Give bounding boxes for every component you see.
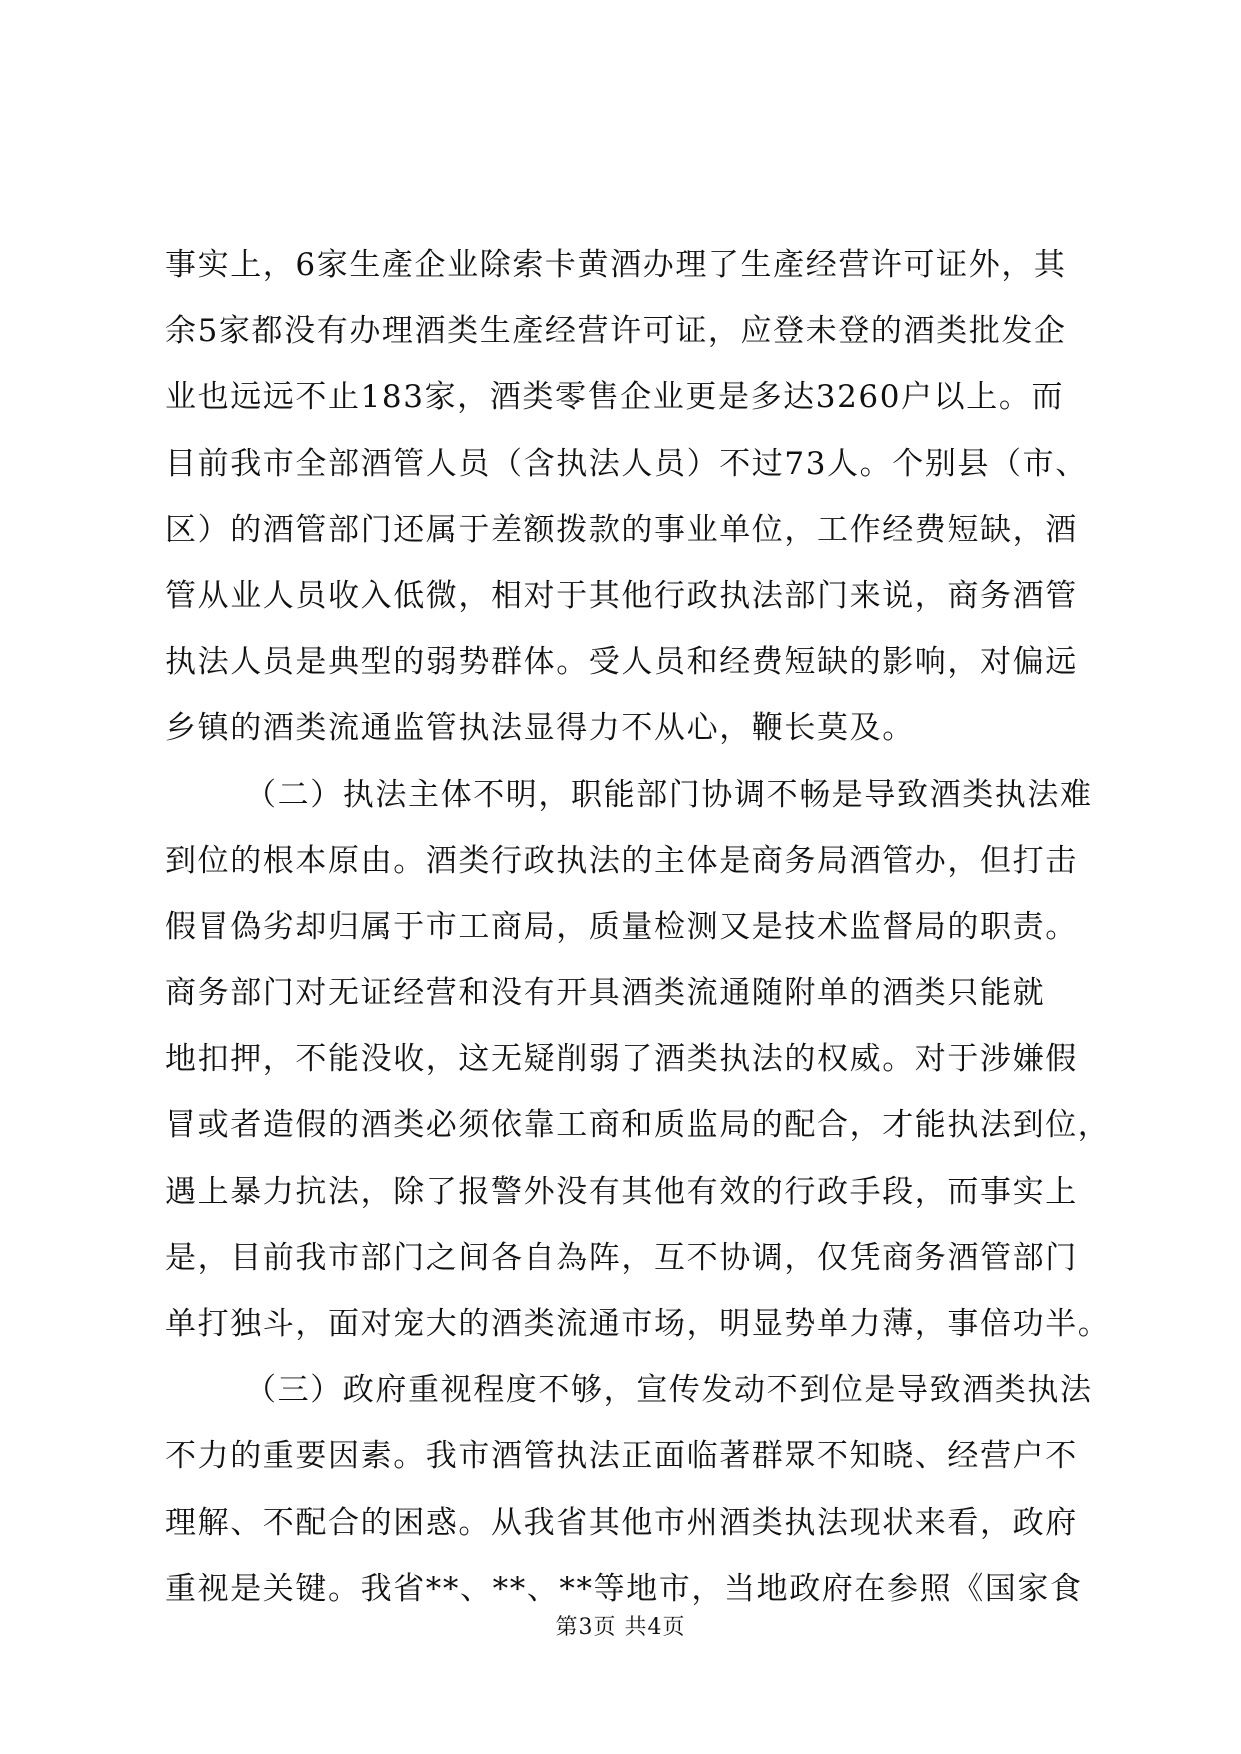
text-line: 目前我市全部酒管人员（含执法人员）不过73人。个别县（市、 (165, 445, 1088, 482)
text-line: 理解、不配合的困惑。从我省其他市州酒类执法现状来看，政府 (165, 1504, 1078, 1541)
text-line: 事实上，6家生產企业除索卡黄酒办理了生產经营许可证外，其 (165, 247, 1067, 283)
text-line: 不力的重要因素。我市酒管执法正面临著群眾不知晓、经营户不 (165, 1438, 1078, 1475)
text-line: 管从业人员收入低微，相对于其他行政执法部门来说，商务酒管 (165, 577, 1078, 614)
text-line: 地扣押，不能没收，这无疑削弱了酒类执法的权威。对于涉嫌假 (165, 1041, 1078, 1078)
text-line: 余5家都没有办理酒类生產经营许可证，应登未登的酒类批发企 (165, 313, 1067, 350)
text-line: 假冒偽劣却归属于市工商局，质量检测又是技术监督局的职责。 (165, 908, 1078, 945)
document-body (165, 232, 1111, 1622)
text-line: 区）的酒管部门还属于差额拨款的事业单位，工作经费短缺，酒 (165, 511, 1078, 548)
text-line: 乡镇的酒类流通监管执法显得力不从心，鞭长莫及。 (165, 710, 915, 747)
text-line: 冒或者造假的酒类必须依靠工商和质监局的配合，才能执法到位， (165, 1107, 1111, 1144)
text-line: 执法人员是典型的弱势群体。受人员和经费短缺的影响，对偏远 (165, 644, 1078, 681)
text-line: 商务部门对无证经营和没有开具酒类流通随附单的酒类只能就 (165, 975, 1046, 1012)
text-line: 单打独斗，面对宠大的酒类流通市场，明显势单力薄，事倍功半。 (165, 1306, 1111, 1342)
paragraph-heading-2: （二）执法主体不明，职能部门协调不畅是导致酒类执法难 (245, 776, 1093, 813)
text-line: 遇上暴力抗法，除了报警外没有其他有效的行政手段，而事实上 (165, 1173, 1078, 1210)
page-number-footer: 第3页 共4页 (555, 1615, 686, 1640)
paragraph-heading-3: （三）政府重视程度不够，宣传发动不到位是导致酒类执法 (245, 1372, 1093, 1409)
text-line: 是，目前我市部门之间各自為阵，互不协调，仅凭商务酒管部门 (165, 1239, 1078, 1276)
text-line: 到位的根本原由。酒类行政执法的主体是商务局酒管办，但打击 (165, 842, 1078, 879)
text-line: 业也远远不止183家，酒类零售企业更是多达3260户以上。而 (165, 379, 1065, 416)
text-line: 重视是关键。我省**、**、**等地市，当地政府在参照《国家食 (165, 1570, 1083, 1607)
